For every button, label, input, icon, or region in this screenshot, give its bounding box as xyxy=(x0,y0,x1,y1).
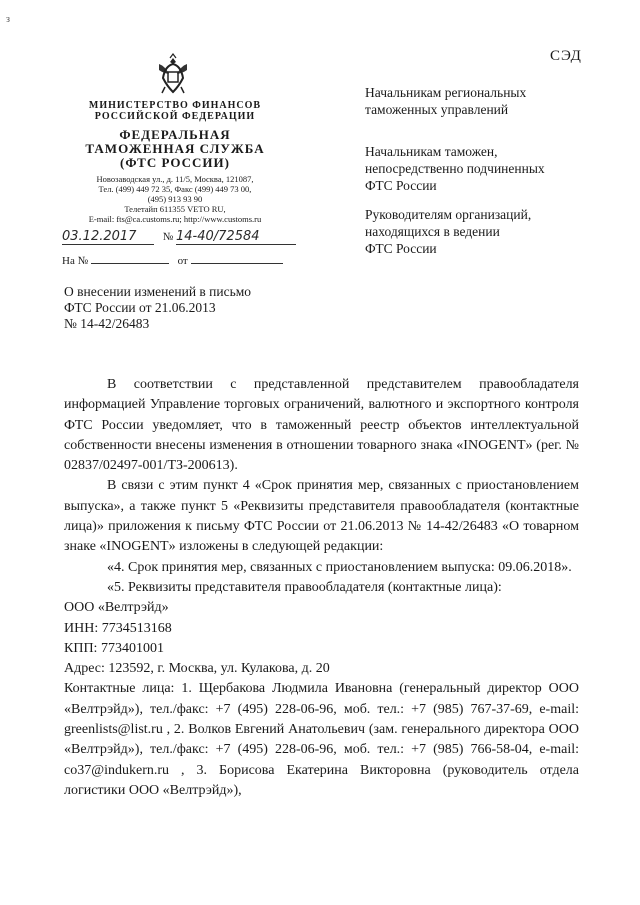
addressee-block xyxy=(365,84,600,118)
service-line: (ФТС РОССИИ) xyxy=(120,155,230,170)
in-reply-label: На № xyxy=(62,255,89,267)
subject-line: № 14-42/26483 xyxy=(64,316,150,331)
company-kpp: КПП: 773401001 xyxy=(64,640,164,656)
addressee-line: Начальникам таможен, xyxy=(365,144,498,159)
number-prefix: № xyxy=(162,231,174,243)
corner-mark: з xyxy=(6,14,10,25)
subject-line: О внесении изменений в письмо xyxy=(64,284,252,299)
in-reply-date-blank xyxy=(191,263,283,264)
body-paragraph: В связи с этим пункт 4 «Срок принятия мер, связанных с приостановлением выпуска», а также пункт 5 «Реквизиты представителя правообладателя (контактные лица)» приложения к письму ФТС России от 21.06.2013 № 14-42/26483 «О товарном знаке «INOGENT» изложены в следующей редакции: xyxy=(64,478,579,555)
ministry-name xyxy=(68,100,282,122)
addressee-line: ФТС России xyxy=(365,178,437,193)
address-line: Новозаводская ул., д. 11/5, Москва, 121087, xyxy=(96,174,254,184)
addressee-block xyxy=(365,206,600,257)
registration-line xyxy=(62,229,302,245)
service-line: ТАМОЖЕННАЯ СЛУЖБА xyxy=(85,141,265,156)
letter-subject xyxy=(64,284,304,332)
registration-date: 03.12.2017 xyxy=(62,229,154,245)
addressee-block xyxy=(365,143,600,194)
addressee-line: таможенных управлений xyxy=(365,102,509,117)
addressee-line: Руководителям организаций, xyxy=(365,207,532,222)
in-reply-line xyxy=(62,255,302,267)
contact-persons: Контактные лица: 1. Щербакова Людмила Ивановна (генеральный директор ООО «Велтрэйд»), тел./факс: +7 (495) 228-06-96, моб. тел.: +7 (985) 767-37-69, e-mail: greenlists@list.ru , 2. Волков Евгений Анатольевич (зам. генерального директора ООО «Велтрэйд»), тел./факс: +7 (495) 228-06-96, моб. тел.: +7 (985) 766-58-04, e-mail: co37@indukern.ru , 3. Борисова Екатерина Викторовна (руководитель отдела логистики ООО «Велтрэйд»), xyxy=(64,681,579,798)
addressee-line: ФТС России xyxy=(365,241,437,256)
company-inn: ИНН: 7734513168 xyxy=(64,620,172,636)
coat-of-arms-icon xyxy=(150,52,196,98)
body-paragraph: «4. Срок принятия мер, связанных с приостановлением выпуска: 09.06.2018». xyxy=(107,559,572,575)
from-label: от xyxy=(177,255,188,267)
subject-line: ФТС России от 21.06.2013 xyxy=(64,300,216,315)
phone-line: (495) 913 93 90 xyxy=(147,194,203,204)
letter-body xyxy=(64,375,579,801)
addressee-line: находящихся в ведении xyxy=(365,224,500,239)
email-line: E-mail: fts@ca.customs.ru; http://www.customs.ru xyxy=(88,214,262,224)
sed-mark: СЭД xyxy=(550,48,582,64)
addressee-line: Начальникам региональных xyxy=(365,85,527,100)
ministry-line: МИНИСТЕРСТВО ФИНАНСОВ xyxy=(88,100,262,111)
in-reply-number-blank xyxy=(91,263,169,264)
company-address: Адрес: 123592, г. Москва, ул. Кулакова, д. 20 xyxy=(64,661,330,677)
service-name xyxy=(68,128,282,170)
letterhead-contacts xyxy=(48,174,302,224)
company-name: ООО «Велтрэйд» xyxy=(64,600,169,616)
service-line: ФЕДЕРАЛЬНАЯ xyxy=(119,127,231,142)
registration-number: 14-40/72584 xyxy=(176,229,296,245)
teletype-line: Телетайп 611355 VETO RU, xyxy=(124,204,226,214)
phone-line: Тел. (499) 449 72 35, Факс (499) 449 73 00, xyxy=(98,184,252,194)
body-paragraph: «5. Реквизиты представителя правообладателя (контактные лица): xyxy=(107,579,502,595)
ministry-line: РОССИЙСКОЙ ФЕДЕРАЦИИ xyxy=(94,111,256,122)
addressee-line: непосредственно подчиненных xyxy=(365,161,545,176)
body-paragraph: В соответствии с представленной представителем правообладателя информацией Управление торговых ограничений, валютного и экспортного контроля ФТС России уведомляет, что в таможенный реестр объектов интеллектуальной собственности внесены изменения в отношении товарного знака «INOGENT» (рег. № 02837/02497-001/ТЗ-200613). xyxy=(64,377,579,474)
